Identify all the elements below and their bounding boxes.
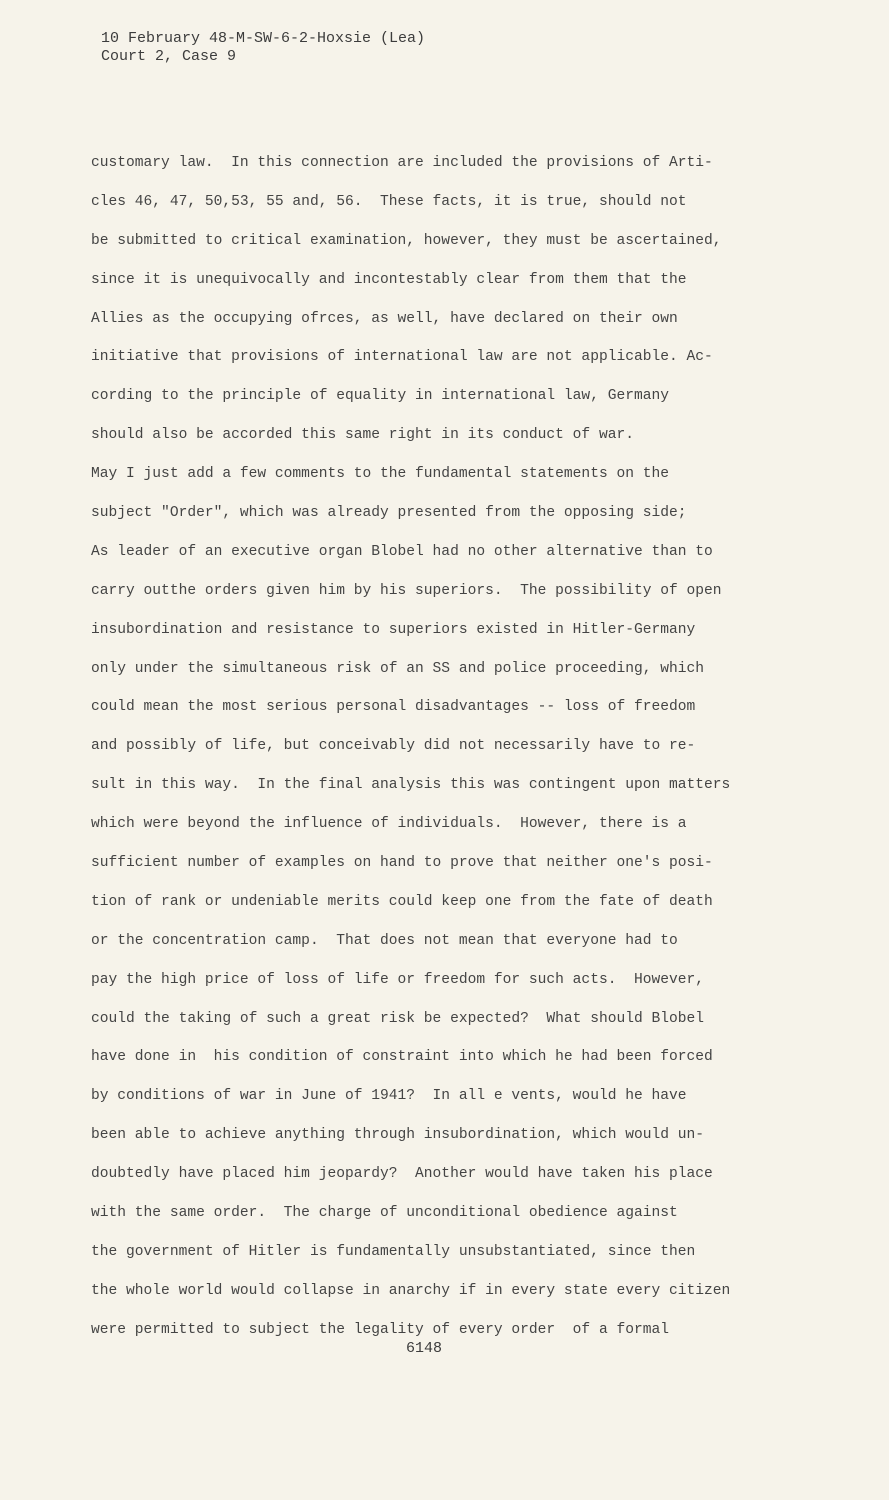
text-line: As leader of an executive organ Blobel had no other alternative than to [91,543,713,560]
text-line: with the same order. The charge of unconditional obedience against [91,1205,678,1222]
text-line: sult in this way. In the final analysis this was contingent upon matters [91,777,731,794]
text-line: could mean the most serious personal disadvantages -- loss of freedom [91,699,696,716]
text-line: the government of Hitler is fundamentally unsubstantiated, since then [91,1243,696,1260]
text-line: carry outthe orders given him by his superiors. The possibility of open [91,582,722,599]
document-header [101,30,425,66]
document-body [91,144,811,1350]
text-line: cording to the principle of equality in international law, Germany [91,388,670,405]
text-line: the whole world would collapse in anarchy if in every state every citizen [91,1282,731,1299]
text-line: or the concentration camp. That does not mean that everyone had to [91,932,678,949]
text-line: pay the high price of loss of life or freedom for such acts. However, [91,971,705,988]
text-line: May I just add a few comments to the fundamental statements on the [91,466,670,483]
text-line: should also be accorded this same right in its conduct of war. [91,427,634,444]
header-line-court-case: Court 2, Case 9 [101,48,237,65]
text-line: tion of rank or undeniable merits could keep one from the fate of death [91,893,713,910]
text-line: doubtedly have placed him jeopardy? Another would have taken his place [91,1166,713,1183]
text-line: subject "Order", which was already presented from the opposing side; [91,505,687,522]
page-number: 6148 [406,1340,443,1357]
text-line: cles 46, 47, 50,53, 55 and, 56. These facts, it is true, should not [91,193,687,210]
text-line: have done in his condition of constraint into which he had been forced [91,1049,713,1066]
text-line: could the taking of such a great risk be expected? What should Blobel [91,1010,705,1027]
text-line: were permitted to subject the legality of every order of a formal [91,1321,670,1338]
text-line: only under the simultaneous risk of an SS and police proceeding, which [91,660,705,677]
text-line: Allies as the occupying ofrces, as well, have declared on their own [91,310,678,327]
text-line: initiative that provisions of international law are not applicable. Ac- [91,349,713,366]
text-line: and possibly of life, but conceivably did not necessarily have to re- [91,738,696,755]
text-line: customary law. In this connection are included the provisions of Arti- [91,155,713,171]
text-line: which were beyond the influence of individuals. However, there is a [91,816,687,833]
header-line-date-reference: 10 February 48-M-SW-6-2-Hoxsie (Lea) [101,30,426,47]
text-line: sufficient number of examples on hand to prove that neither one's posi- [91,855,713,872]
text-line: by conditions of war in June of 1941? In all e vents, would he have [91,1088,687,1105]
text-line: been able to achieve anything through insubordination, which would un- [91,1127,705,1144]
text-line: since it is unequivocally and incontestably clear from them that the [91,271,687,288]
text-line: insubordination and resistance to superiors existed in Hitler-Germany [91,621,696,638]
text-line: be submitted to critical examination, however, they must be ascertained, [91,232,722,249]
